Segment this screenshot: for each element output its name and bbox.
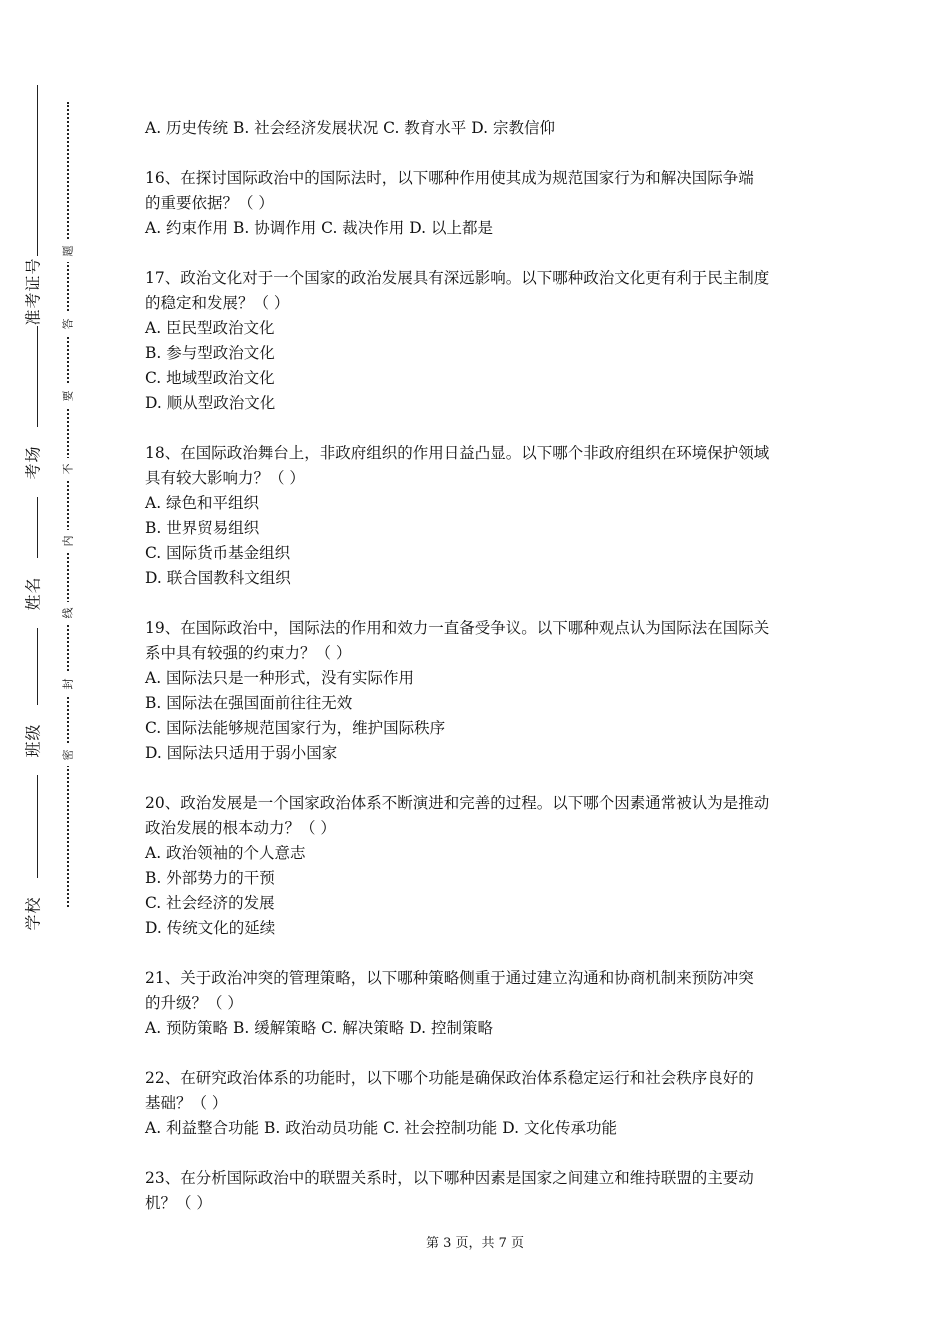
seal-char: 不: [58, 458, 76, 480]
option: A. 臣民型政治文化: [145, 319, 275, 337]
question-block: [145, 266, 810, 416]
question-block: [145, 166, 810, 241]
seal-char: 封: [58, 673, 76, 695]
question-block: [145, 441, 810, 591]
option: C. 国际货币基金组织: [145, 544, 291, 562]
question-block: [145, 616, 810, 766]
label-name: 姓名: [20, 558, 44, 628]
margin-solid-line: [37, 85, 38, 925]
question-stem: 22、在研究政治体系的功能时，以下哪个功能是确保政治体系稳定运行和社会秩序良好的: [145, 1069, 754, 1087]
question-stem: 的稳定和发展？（ ）: [145, 294, 290, 312]
options-line: A. 约束作用 B. 协调作用 C. 裁决作用 D. 以上都是: [145, 219, 493, 237]
question-block: [145, 1166, 810, 1216]
seal-char: 要: [58, 385, 76, 407]
seal-char: 内: [58, 530, 76, 552]
binding-margin: [0, 0, 100, 1344]
question-stem: 的重要依据？（ ）: [145, 194, 274, 212]
question-block: [145, 1066, 810, 1141]
options-line: A. 预防策略 B. 缓解策略 C. 解决策略 D. 控制策略: [145, 1019, 493, 1037]
label-school: 学校: [20, 878, 44, 948]
option: B. 参与型政治文化: [145, 344, 275, 362]
option: A. 国际法只是一种形式，没有实际作用: [145, 669, 415, 687]
seal-dotted-line: [67, 102, 69, 907]
question-stem: 18、在国际政治舞台上，非政府组织的作用日益凸显。以下哪个非政府组织在环境保护领域: [145, 444, 770, 462]
option: B. 世界贸易组织: [145, 519, 260, 537]
option: D. 国际法只适用于弱小国家: [145, 744, 338, 762]
question-stem: 政治发展的根本动力？（ ）: [145, 819, 336, 837]
question-block: [145, 791, 810, 941]
option: C. 地域型政治文化: [145, 369, 275, 387]
label-class: 班级: [20, 705, 44, 775]
option: A. 绿色和平组织: [145, 494, 260, 512]
option: A. 政治领袖的个人意志: [145, 844, 306, 862]
option: C. 国际法能够规范国家行为，维护国际秩序: [145, 719, 446, 737]
question-block: [145, 966, 810, 1041]
question-stem: 16、在探讨国际政治中的国际法时，以下哪种作用使其成为规范国家行为和解决国际争端: [145, 169, 754, 187]
option: B. 国际法在强国面前往往无效: [145, 694, 353, 712]
options-line: A. 利益整合功能 B. 政治动员功能 C. 社会控制功能 D. 文化传承功能: [145, 1119, 617, 1137]
option: D. 传统文化的延续: [145, 919, 276, 937]
seal-char: 线: [58, 602, 76, 624]
label-exam-room: 考场: [20, 427, 44, 497]
question-stem: 的升级？（ ）: [145, 994, 243, 1012]
question-stem: 基础？（ ）: [145, 1094, 228, 1112]
options-line: A. 历史传统 B. 社会经济发展状况 C. 教育水平 D. 宗教信仰: [145, 119, 555, 137]
question-stem: 19、在国际政治中，国际法的作用和效力一直备受争议。以下哪种观点认为国际法在国际关: [145, 619, 770, 637]
question-stem: 17、政治文化对于一个国家的政治发展具有深远影响。以下哪种政治文化更有利于民主制度: [145, 269, 770, 287]
seal-char: 密: [58, 744, 76, 766]
question-stem: 系中具有较强的约束力？（ ）: [145, 644, 352, 662]
question-stem: 机？（ ）: [145, 1194, 212, 1212]
page-footer: 第 3 页，共 7 页: [425, 1236, 525, 1251]
seal-char: 答: [58, 313, 76, 335]
option: D. 顺从型政治文化: [145, 394, 276, 412]
question-stem: 21、关于政治冲突的管理策略，以下哪种策略侧重于通过建立沟通和协商机制来预防冲突: [145, 969, 754, 987]
option: B. 外部势力的干预: [145, 869, 275, 887]
question-list: [145, 116, 810, 1241]
option: D. 联合国教科文组织: [145, 569, 291, 587]
label-exam-number: 准考证号: [20, 256, 44, 326]
question-stem: 23、在分析国际政治中的联盟关系时，以下哪种因素是国家之间建立和维持联盟的主要动: [145, 1169, 754, 1187]
seal-char: 题: [58, 240, 76, 262]
question-stem: 具有较大影响力？（ ）: [145, 469, 305, 487]
option: C. 社会经济的发展: [145, 894, 275, 912]
question-stem: 20、政治发展是一个国家政治体系不断演进和完善的过程。以下哪个因素通常被认为是推动: [145, 794, 770, 812]
question-block: [145, 116, 810, 141]
